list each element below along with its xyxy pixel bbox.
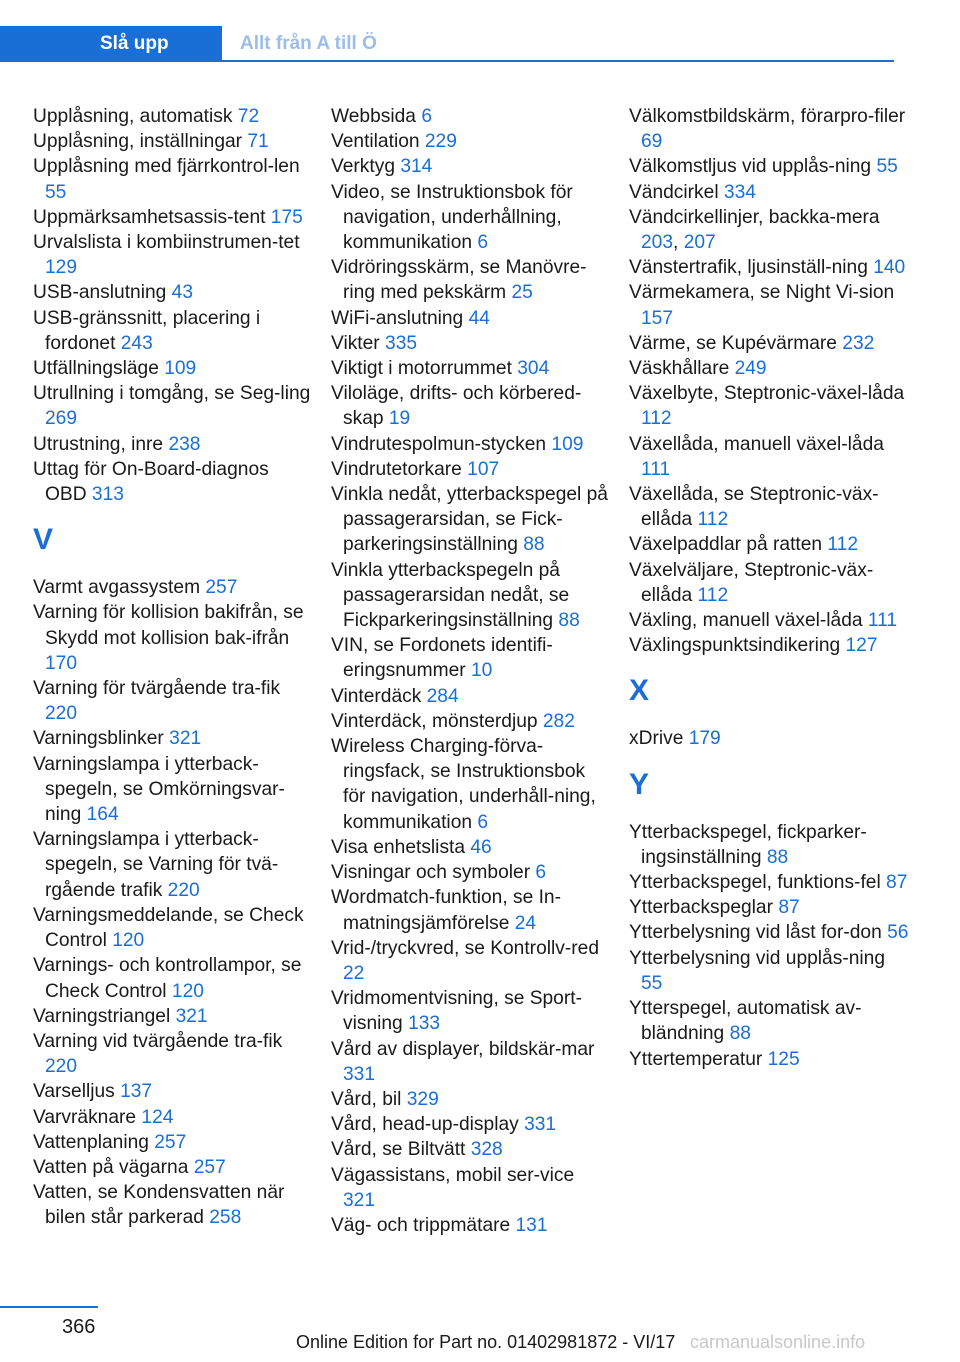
page-link[interactable]: 220 (45, 1056, 78, 1078)
page-link[interactable]: 87 (886, 872, 908, 894)
page-link[interactable]: 284 (426, 685, 459, 707)
page-link[interactable]: 232 (842, 332, 875, 354)
index-entry (33, 903, 313, 953)
entry-term: Vatten på vägarna (33, 1156, 194, 1178)
entry-term: Vindrutetorkare (331, 458, 468, 480)
index-entry (629, 726, 909, 751)
index-entry (33, 953, 313, 1003)
page-link[interactable]: 109 (164, 358, 197, 380)
entry-term: Vidröringsskärm, se Manövre-ring med pekskärm (331, 257, 587, 304)
entry-term: Vård, head-up-display (331, 1114, 525, 1136)
entry-term: Vatten, se Kondensvatten när bilen står parkerad (33, 1182, 285, 1229)
entry-term: Video, se Instruktionsbok för navigation, underhållning, kommunikation (331, 181, 573, 254)
index-entry (331, 734, 611, 835)
page-link[interactable]: 111 (641, 458, 671, 480)
section-letter: V (33, 523, 54, 557)
entry-term: Ytterbelysning vid låst for-don (629, 922, 888, 944)
entry-term: Välkomstljus vid upplås-ning (629, 156, 877, 178)
index-entry (629, 946, 909, 996)
page-link[interactable]: 179 (688, 728, 721, 750)
index-entry (331, 104, 611, 129)
entry-term: Wireless Charging-förva-ringsfack, se Instruktionsbok för navigation, underhåll-ning, kommunikation (331, 736, 596, 833)
index-entry (331, 482, 611, 558)
page-link[interactable]: 109 (551, 433, 584, 455)
page-link[interactable]: 127 (845, 635, 878, 657)
page-link[interactable]: 170 (45, 652, 78, 674)
page-link[interactable]: 314 (400, 156, 433, 178)
section-letter: Y (629, 767, 650, 801)
page-link[interactable]: 243 (120, 332, 153, 354)
entry-term: Urvalslista i kombiinstrumen-tet (33, 232, 300, 254)
index-entry (33, 129, 313, 154)
index-column-2 (331, 104, 611, 1238)
entry-term: Vinkla nedåt, ytterbackspegel på passagerarsidan, se Fick-parkeringsinställning (331, 484, 608, 556)
page-link[interactable]: 334 (723, 181, 756, 203)
index-entry (331, 936, 611, 986)
index-entry (629, 532, 909, 557)
edition-text: Online Edition for Part no. 01402981872 - VI/17 (296, 1332, 676, 1352)
index-entry (331, 1163, 611, 1213)
entry-term: Ytterbackspeglar (629, 897, 779, 919)
page-link[interactable]: 120 (171, 980, 204, 1002)
entry-term: Varningstriangel (33, 1005, 176, 1027)
page-link[interactable]: 88 (523, 534, 545, 556)
entry-term: Varning för tvärgående tra-fik (33, 678, 281, 700)
index-entry (33, 154, 313, 204)
entry-term: Vänstertrafik, ljusinställ-ning (629, 257, 874, 279)
entry-term: WiFi-anslutning (331, 307, 469, 329)
page-link[interactable]: 257 (154, 1131, 187, 1153)
index-entry (331, 684, 611, 709)
page-link[interactable]: 6 (535, 862, 547, 884)
entry-term: Utrullning i tomgång, se Seg-ling (33, 383, 311, 405)
entry-term: Visningar och symboler (331, 862, 536, 884)
page-link[interactable]: 175 (270, 206, 303, 228)
index-entry (331, 1037, 611, 1087)
page-link[interactable]: 56 (887, 922, 909, 944)
entry-term: Växlingspunktsindikering (629, 635, 846, 657)
entry-term: Varningsblinker (33, 728, 170, 750)
index-entry (33, 205, 313, 230)
page-link[interactable]: 55 (876, 156, 898, 178)
index-entry (33, 1180, 313, 1230)
index-entry (33, 280, 313, 305)
index-entry (331, 1137, 611, 1162)
entry-term: Vändcirkel (629, 181, 724, 203)
entry-term: Växellåda, manuell växel-låda (629, 433, 884, 455)
index-entry (33, 457, 313, 507)
index-entry (33, 1029, 313, 1079)
page-link[interactable]: 55 (45, 181, 67, 203)
entry-term: Ytterbackspegel, funktions-fel (629, 872, 887, 894)
index-entry (629, 255, 909, 280)
page-link[interactable]: 88 (729, 1023, 751, 1045)
index-entry (629, 482, 909, 532)
entry-term: Varningslampa i ytterback-spegeln, se Omkörningsvar-ning (33, 753, 285, 826)
page-link[interactable]: 71 (247, 131, 269, 153)
entry-term: Varningslampa i ytterback-spegeln, se Varning för tvä-rgående trafik (33, 829, 279, 901)
page-link[interactable]: 88 (558, 610, 580, 632)
entry-term: Ventilation (331, 131, 425, 153)
entry-term: xDrive (629, 728, 689, 750)
entry-term: Vård, se Biltvätt (331, 1139, 471, 1161)
page-link[interactable]: 72 (237, 106, 260, 127)
index-entry (629, 608, 909, 633)
index-entry (629, 920, 909, 945)
index-entry (331, 986, 611, 1036)
entry-term: Vändcirkellinjer, backka-mera (629, 206, 880, 228)
entry-term: Varning vid tvärgående tra-fik (33, 1030, 283, 1052)
index-entry (331, 457, 611, 482)
entry-term: Uttag för On-Board-diagnos OBD (33, 458, 269, 506)
entry-term: Växelbyte, Steptronic-växel-låda (629, 383, 905, 405)
index-entry (331, 885, 611, 935)
page-link[interactable]: 10 (470, 660, 493, 682)
entry-term: Upplåsning, inställningar (33, 131, 248, 153)
page-link[interactable]: 140 (873, 257, 906, 279)
index-entry (629, 996, 909, 1046)
page-link[interactable]: 55 (641, 972, 663, 994)
index-entry (33, 1155, 313, 1180)
page-link[interactable]: 87 (778, 897, 800, 919)
entry-term: Ytterbelysning vid upplås-ning (629, 947, 885, 969)
page-link[interactable]: 321 (169, 728, 202, 750)
index-entry (33, 827, 313, 903)
entry-term: Växling, manuell växel-låda (629, 610, 868, 632)
footer-divider (0, 1306, 98, 1308)
entry-term: Värmekamera, se Night Vi-sion (629, 282, 895, 304)
index-entry (629, 633, 909, 658)
index-entry (331, 432, 611, 457)
entry-term: Varselljus (33, 1081, 121, 1103)
entry-term: Utrustning, inre (33, 433, 169, 455)
page-link[interactable]: 69 (641, 131, 663, 153)
page-link[interactable]: 120 (112, 930, 145, 952)
index-column-3 (629, 104, 909, 1072)
entry-term: Webbsida (331, 106, 422, 127)
index-entry (629, 356, 909, 381)
page-link[interactable]: 133 (408, 1013, 441, 1035)
entry-term: Ytterbackspegel, fickparker-ingsinställning (629, 821, 867, 868)
entry-term: Varvräknare (33, 1106, 142, 1128)
index-entry (331, 154, 611, 179)
page-link[interactable]: 258 (209, 1207, 242, 1229)
page-link[interactable]: 112 (827, 534, 858, 556)
page-link[interactable]: 329 (406, 1088, 439, 1110)
page-link[interactable]: 46 (470, 836, 492, 858)
index-entry (629, 432, 909, 482)
index-column-1 (33, 104, 313, 1231)
page-link[interactable]: 111 (867, 610, 898, 632)
section-letter: X (629, 674, 650, 708)
index-entry (33, 575, 313, 600)
index-entry (331, 709, 611, 734)
page-link[interactable]: 220 (45, 703, 78, 725)
entry-term: Vridmomentvisning, se Sport-visning (331, 988, 582, 1035)
index-entry (331, 1112, 611, 1137)
page-link[interactable]: 107 (467, 458, 500, 480)
index-entry (331, 1213, 611, 1238)
entry-term: Viloläge, drifts- och körbered-skap (331, 383, 582, 430)
entry-term: Vinterdäck (331, 685, 427, 707)
page-link[interactable]: 88 (766, 846, 789, 868)
page-link[interactable]: 131 (515, 1214, 548, 1236)
index-entry (33, 752, 313, 828)
page-link[interactable]: 282 (542, 710, 575, 732)
page-link[interactable]: 229 (424, 131, 457, 153)
entry-term: Vattenplaning (33, 1131, 155, 1153)
index-entry (331, 1087, 611, 1112)
page-link[interactable]: 112 (697, 584, 729, 606)
page-number: 366 (62, 1316, 96, 1338)
entry-term: Vinkla ytterbackspegeln på passagerarsidan nedåt, se Fickparkeringsinställning (331, 559, 570, 632)
index-entry (33, 356, 313, 381)
index-entry (33, 306, 313, 356)
entry-term: Värme, se Kupévärmare (629, 332, 843, 354)
index-entry (331, 835, 611, 860)
entry-term: Uppmärksamhetsassis-tent (33, 206, 271, 228)
entry-term: Växelpaddlar på ratten (629, 534, 828, 556)
page-link[interactable]: 328 (470, 1139, 503, 1161)
entry-term: Wordmatch-funktion, se In-matningsjämförelse (331, 887, 561, 934)
index-entry (629, 180, 909, 205)
entry-term: Visa enhetslista (331, 836, 471, 858)
entry-term: Vård, bil (331, 1088, 407, 1110)
page-link[interactable]: 321 (175, 1005, 208, 1027)
page-link[interactable]: 257 (205, 577, 238, 599)
page-link[interactable]: 269 (45, 408, 78, 430)
index-entry (331, 356, 611, 381)
entry-term: Yttertemperatur (629, 1048, 768, 1070)
page-link[interactable]: 331 (524, 1114, 557, 1136)
entry-term: Vikter (331, 332, 386, 354)
index-entry (331, 306, 611, 331)
index-entry (331, 860, 611, 885)
page-link[interactable]: 137 (120, 1081, 153, 1103)
entry-term: Varmt avgassystem (33, 577, 206, 599)
page-link[interactable]: 43 (171, 282, 193, 304)
entry-term: Upplåsning, automatisk (33, 106, 238, 127)
page-link[interactable]: 164 (86, 804, 119, 826)
index-entry (33, 230, 313, 280)
entry-term: Växelväljare, Steptronic-väx-ellåda (629, 559, 874, 606)
entry-term: Vägassistans, mobil ser-vice (331, 1164, 575, 1186)
page-link[interactable]: 125 (767, 1048, 800, 1070)
entry-term: USB-anslutning (33, 282, 172, 304)
entry-term: Utfällningsläge (33, 358, 165, 380)
entry-term: USB-gränssnitt, placering i fordonet (33, 307, 261, 354)
entry-term: Vård av displayer, bildskär-mar (331, 1038, 595, 1060)
index-entry (33, 1105, 313, 1130)
page-link[interactable]: 6 (477, 811, 489, 833)
index-entry (33, 1004, 313, 1029)
page-link[interactable]: 44 (468, 307, 490, 329)
entry-term: Väskhållare (629, 358, 735, 380)
page-link[interactable]: 157 (641, 307, 674, 329)
entry-term: Välkomstbildskärm, förarpro-filer (629, 106, 906, 127)
page-link[interactable]: 220 (167, 879, 200, 901)
header-divider (0, 60, 894, 62)
entry-term: Vindrutespolmun-stycken (331, 433, 552, 455)
index-entry (331, 381, 611, 431)
page-link[interactable]: 19 (388, 408, 411, 430)
index-entry (331, 255, 611, 305)
index-entry (629, 104, 909, 154)
page-link[interactable]: 207 (683, 232, 716, 254)
index-entry (629, 381, 909, 431)
page-link[interactable]: 22 (343, 962, 365, 984)
entry-term: Upplåsning med fjärrkontrol-len (33, 156, 300, 178)
entry-term: VIN, se Fordonets identifi-eringsnummer (331, 635, 553, 682)
entry-term: Varningsmeddelande, se Check Control (33, 904, 304, 952)
page-link[interactable]: 112 (641, 408, 672, 430)
tab-allt-fran-a-till-o[interactable]: Allt från A till Ö (240, 33, 377, 54)
index-entry (629, 895, 909, 920)
index-entry (33, 381, 313, 431)
index-entry (629, 331, 909, 356)
index-entry (331, 331, 611, 356)
index-entry (629, 154, 909, 179)
index-entry (33, 104, 313, 129)
page-link[interactable]: 25 (511, 282, 533, 304)
page-link[interactable]: 6 (477, 232, 489, 254)
index-entry (33, 600, 313, 676)
index-entry (331, 129, 611, 154)
index-entry (629, 870, 909, 895)
entry-term: Verktyg (331, 156, 401, 178)
entry-term: Varning för kollision bakifrån, se Skydd mot kollision bak-ifrån (33, 602, 304, 649)
page-link[interactable]: 313 (91, 484, 124, 506)
index-entry (33, 726, 313, 751)
page-link[interactable]: 335 (385, 332, 418, 354)
page-link[interactable]: 6 (421, 106, 432, 127)
index-entry (33, 432, 313, 457)
page-link[interactable]: 304 (517, 358, 550, 380)
page-link[interactable]: 238 (168, 433, 201, 455)
header-bar (0, 26, 894, 62)
index-entry (33, 1079, 313, 1104)
page-link[interactable]: 331 (343, 1063, 376, 1085)
page-link[interactable]: 257 (193, 1156, 226, 1178)
entry-term: Vinterdäck, mönsterdjup (331, 710, 543, 732)
index-entry (629, 820, 909, 870)
entry-term: Viktigt i motorrummet (331, 358, 518, 380)
index-entry (629, 280, 909, 330)
index-entry (33, 1130, 313, 1155)
page-link[interactable]: 112 (697, 509, 729, 531)
page-link[interactable]: 124 (141, 1106, 174, 1128)
entry-term: Ytterspegel, automatisk av-bländning (629, 998, 862, 1045)
index-entry (33, 676, 313, 726)
entry-term: Väg- och trippmätare (331, 1214, 516, 1236)
page-link[interactable]: 24 (514, 912, 537, 934)
page-link[interactable]: 129 (45, 257, 78, 279)
index-entry (629, 1047, 909, 1072)
entry-term: Växellåda, se Steptronic-väx-ellåda (629, 484, 879, 531)
entry-term: Varnings- och kontrollampor, se Check Control (33, 955, 302, 1002)
page-link[interactable]: 203 (641, 232, 674, 254)
index-entry (331, 633, 611, 683)
page-link[interactable]: 249 (734, 358, 767, 380)
index-entry: Vändcirkellinjer, backka-mera 203, 207 (629, 206, 880, 254)
index-entry (331, 558, 611, 634)
page-link[interactable]: 321 (343, 1189, 376, 1211)
index-entry (629, 558, 909, 608)
entry-term: Vrid-/tryckvred, se Kontrollv-red (331, 937, 599, 959)
watermark: carmanualsonline.info (690, 1332, 866, 1352)
index-entry (331, 180, 611, 256)
tab-sla-upp[interactable]: Slå upp (0, 26, 222, 62)
